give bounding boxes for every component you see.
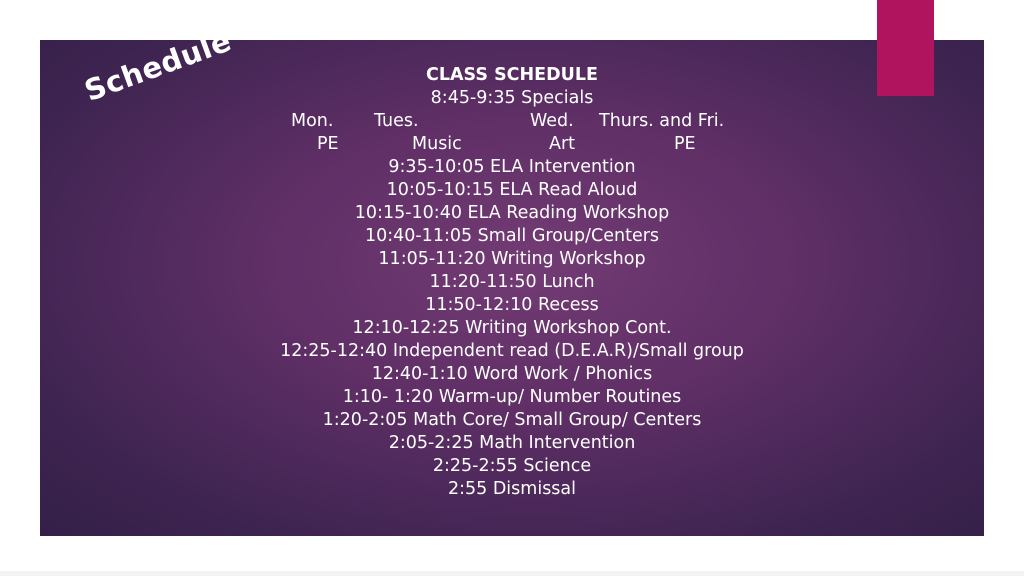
schedule-entry: 11:50-12:10 Recess [425,295,599,315]
schedule-entry: 10:15-10:40 ELA Reading Workshop [354,203,670,223]
side-title: Schedule [80,23,236,108]
specials-row [40,133,984,156]
schedule-entry: 12:10-12:25 Writing Workshop Cont. [352,318,672,338]
special-mon: PE [317,134,339,154]
schedule-entry: 12:25-12:40 Independent read (D.E.A.R)/Small group [280,341,744,361]
schedule-entry: 10:05-10:15 ELA Read Aloud [386,180,638,200]
bottom-edge [0,571,1024,576]
schedule-entry: 9:35-10:05 ELA Intervention [388,157,636,177]
schedule-entry: 2:55 Dismissal [447,479,577,499]
class-schedule [40,64,984,501]
schedule-entry: 11:05-11:20 Writing Workshop [378,249,646,269]
day-mon: Mon. [291,111,334,131]
special-wed: Art [549,134,576,154]
schedule-entry: 2:05-2:25 Math Intervention [388,433,636,453]
schedule-entry: 10:40-11:05 Small Group/Centers [364,226,660,246]
specials-time: 8:45-9:35 Specials [430,88,594,108]
special-thurs-fri: PE [674,134,696,154]
schedule-entry: 1:10- 1:20 Warm-up/ Number Routines [342,387,682,407]
days-row [40,110,984,133]
day-tues: Tues. [374,111,419,131]
schedule-heading: CLASS SCHEDULE [426,65,598,85]
schedule-entry: 12:40-1:10 Word Work / Phonics [371,364,653,384]
schedule-entry: 1:20-2:05 Math Core/ Small Group/ Centers [322,410,702,430]
day-thurs-fri: Thurs. and Fri. [599,111,725,131]
day-wed: Wed. [530,111,574,131]
special-tues: Music [412,134,462,154]
schedule-entry: 2:25-2:55 Science [432,456,592,476]
schedule-entry: 11:20-11:50 Lunch [429,272,595,292]
